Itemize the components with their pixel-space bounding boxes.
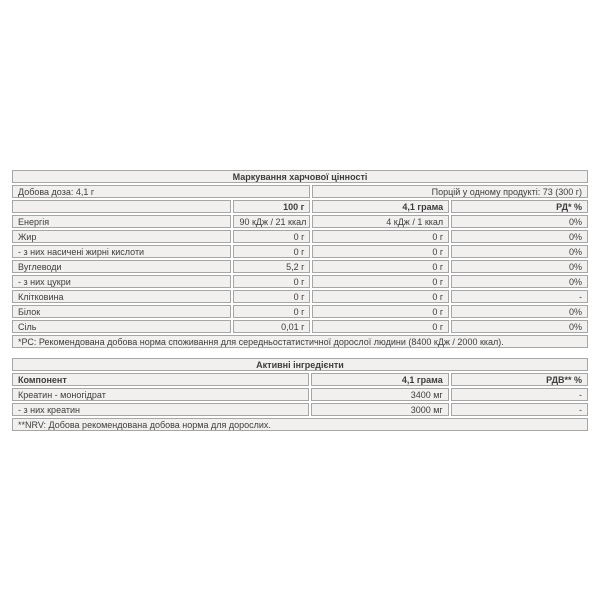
column-header-per100: 100 г [233, 200, 310, 213]
nutrient-per100: 90 кДж / 21 ккал [233, 215, 310, 228]
nutrient-per-serving: 0 г [312, 275, 449, 288]
ingredients-header-row [12, 373, 588, 386]
column-header-rda: РД* % [451, 200, 588, 213]
ingredient-nrv: - [451, 403, 588, 416]
ingredient-amount: 3000 мг [311, 403, 448, 416]
table-row-energy [12, 215, 588, 228]
nutrient-rda: 0% [451, 260, 588, 273]
nutrient-label: Клітковина [12, 290, 231, 303]
nutrient-label: Енергія [12, 215, 231, 228]
ingredient-label: - з них креатин [12, 403, 309, 416]
ingredients-table [10, 356, 590, 433]
table-row-carbohydrates [12, 260, 588, 273]
ingredient-nrv: - [451, 388, 588, 401]
nutrient-label: Жир [12, 230, 231, 243]
ingredients-footnote: **NRV: Добова рекомендована добова норма для дорослих. [12, 418, 588, 431]
nutrient-rda: 0% [451, 245, 588, 258]
nutrient-per100: 0 г [233, 245, 310, 258]
servings-label: Порцій у одному продукті: 73 (300 г) [312, 185, 588, 198]
empty-header-cell [12, 200, 231, 213]
nutrition-table-title: Маркування харчової цінності [12, 170, 588, 183]
column-header-amount: 4,1 грама [311, 373, 448, 386]
table-row-protein [12, 305, 588, 318]
nutrient-per-serving: 0 г [312, 245, 449, 258]
table-row-creatine-monohydrate [12, 388, 588, 401]
column-header-per-serving: 4,1 грама [312, 200, 449, 213]
nutrient-rda: 0% [451, 305, 588, 318]
nutrient-per100: 0 г [233, 275, 310, 288]
ingredients-footnote-row [12, 418, 588, 431]
nutrient-per-serving: 0 г [312, 230, 449, 243]
column-header-component: Компонент [12, 373, 309, 386]
nutrition-footnote: *РС: Рекомендована добова норма споживання для середньостатистичної дорослої людини (8400 кДж / 2000 ккал). [12, 335, 588, 348]
ingredient-amount: 3400 мг [311, 388, 448, 401]
nutrient-per-serving: 0 г [312, 260, 449, 273]
ingredients-title-row [12, 358, 588, 371]
daily-dose-label: Добова доза: 4,1 г [12, 185, 310, 198]
nutrient-per100: 0 г [233, 305, 310, 318]
ingredients-table-title: Активні інгредієнти [12, 358, 588, 371]
table-row-creatine [12, 403, 588, 416]
nutrition-dose-row [12, 185, 588, 198]
nutrient-label: Вуглеводи [12, 260, 231, 273]
nutrient-label: - з них насичені жирні кислоти [12, 245, 231, 258]
nutrient-per-serving: 0 г [312, 290, 449, 303]
nutrient-rda: 0% [451, 320, 588, 333]
nutrition-header-row [12, 200, 588, 213]
nutrient-rda: - [451, 290, 588, 303]
nutrient-label: Білок [12, 305, 231, 318]
nutrient-rda: 0% [451, 275, 588, 288]
ingredient-label: Креатин - моногідрат [12, 388, 309, 401]
nutrient-rda: 0% [451, 215, 588, 228]
column-header-nrv: РДВ** % [451, 373, 588, 386]
table-row-sugars [12, 275, 588, 288]
nutrition-title-row [12, 170, 588, 183]
table-row-fiber [12, 290, 588, 303]
nutrition-table [10, 168, 590, 350]
table-row-salt [12, 320, 588, 333]
nutrient-label: - з них цукри [12, 275, 231, 288]
nutrient-label: Сіль [12, 320, 231, 333]
nutrient-per-serving: 0 г [312, 305, 449, 318]
nutrient-per-serving: 0 г [312, 320, 449, 333]
nutrient-per100: 0 г [233, 230, 310, 243]
nutrient-per-serving: 4 кДж / 1 ккал [312, 215, 449, 228]
table-row-saturated-fat [12, 245, 588, 258]
nutrient-rda: 0% [451, 230, 588, 243]
nutrient-per100: 0 г [233, 290, 310, 303]
nutrient-per100: 5,2 г [233, 260, 310, 273]
nutrition-footnote-row [12, 335, 588, 348]
table-row-fat [12, 230, 588, 243]
nutrient-per100: 0,01 г [233, 320, 310, 333]
